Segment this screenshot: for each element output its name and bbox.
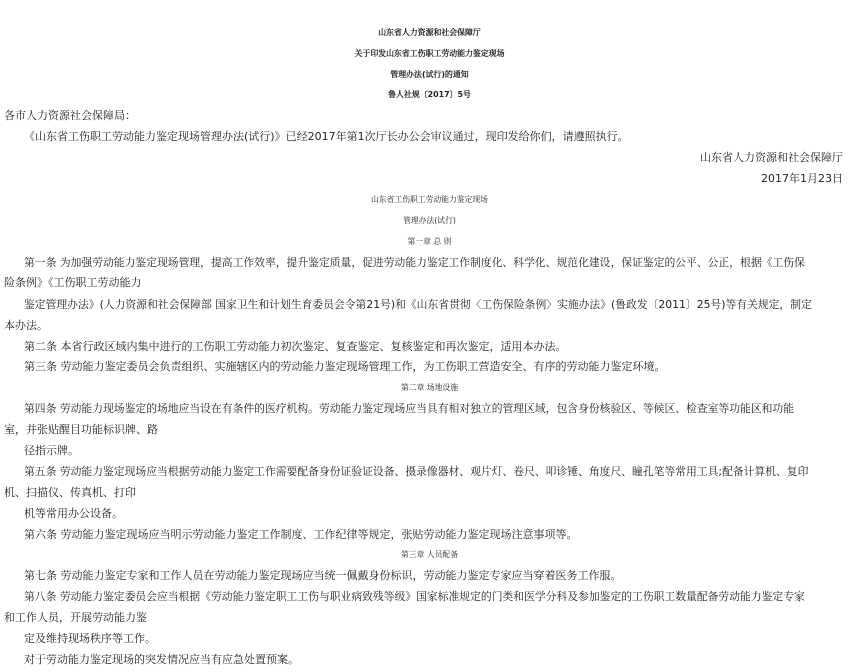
article-1-line-2: 险条例》《工伤职工劳动能力 xyxy=(4,276,142,289)
article-1-line-4: 本办法。 xyxy=(4,319,48,332)
article-4-line-1: 第四条 劳动能力现场鉴定的场地应当设在有条件的医疗机构。劳动能力鉴定现场应当具有相对独立的管理区域，包含身份核验区、等候区、检查室等功能区和功能 xyxy=(24,402,795,415)
article-4-line-2: 室，并张贴醒目功能标识牌、路 xyxy=(4,423,158,436)
header-doc-number: 鲁人社规〔2017〕5号 xyxy=(388,90,471,99)
article-5-line-3: 机等常用办公设备。 xyxy=(24,507,123,520)
article-3: 第三条 劳动能力鉴定委员会负责组织、实施辖区内的劳动能力鉴定现场管理工作，为工伤职工营造安全、有序的劳动能力鉴定环境。 xyxy=(24,360,666,373)
intro-paragraph: 《山东省工伤职工劳动能力鉴定现场管理办法(试行)》已经2017年第1次厅长办公会审议通过，现印发给你们，请遵照执行。 xyxy=(24,130,629,143)
article-4-line-3: 径指示牌。 xyxy=(24,444,79,457)
doc-title-line-1: 山东省工伤职工劳动能力鉴定现场 xyxy=(371,195,488,204)
chapter-2-heading: 第二章 场地设施 xyxy=(400,383,459,392)
article-5-line-1: 第五条 劳动能力鉴定现场应当根据劳动能力鉴定工作需要配备身份证验证设备、摄录像器材、观片灯、卷尺、叩诊锤、角度尺、瞳孔笔等常用工具;配备计算机、复印 xyxy=(24,465,809,478)
article-8-line-4: 对于劳动能力鉴定现场的突发情况应当有应急处置预案。 xyxy=(24,653,299,666)
chapter-3-heading: 第三章 人员配备 xyxy=(400,550,459,559)
article-1-line-1: 第一条 为加强劳动能力鉴定现场管理，提高工作效率，提升鉴定质量，促进劳动能力鉴定工作制度化、科学化、规范化建设，保证鉴定的公平、公正，根据《工伤保 xyxy=(24,256,805,269)
salutation: 各市人力资源社会保障局： xyxy=(4,109,136,122)
header-title-line-1: 关于印发山东省工伤职工劳动能力鉴定现场 xyxy=(354,49,505,58)
header-issuer: 山东省人力资源和社会保障厅 xyxy=(378,28,481,37)
article-2: 第二条 本省行政区域内集中进行的工伤职工劳动能力初次鉴定、复查鉴定、复核鉴定和再次鉴定，适用本办法。 xyxy=(24,340,567,353)
article-6: 第六条 劳动能力鉴定现场应当明示劳动能力鉴定工作制度、工作纪律等规定，张贴劳动能力鉴定现场注意事项等。 xyxy=(24,528,578,541)
header-title-line-2: 管理办法(试行)的通知 xyxy=(390,70,469,79)
article-8-line-2: 和工作人员，开展劳动能力鉴 xyxy=(4,611,147,624)
doc-title-line-2: 管理办法(试行) xyxy=(403,216,456,225)
article-8-line-3: 定及维持现场秩序等工作。 xyxy=(24,632,156,645)
signature-org: 山东省人力资源和社会保障厅 xyxy=(700,151,843,164)
article-5-line-2: 机、扫描仪、传真机、打印 xyxy=(4,486,136,499)
article-1-line-3: 鉴定管理办法》(人力资源和社会保障部 国家卫生和计划生育委员会令第21号)和《山东省贯彻〈工伤保险条例〉实施办法》(鲁政发〔2011〕25号)等有关规定，制定 xyxy=(24,298,812,311)
chapter-1-heading: 第一章 总 则 xyxy=(407,237,452,246)
signature-date: 2017年1月23日 xyxy=(761,172,843,185)
article-7: 第七条 劳动能力鉴定专家和工作人员在劳动能力鉴定现场应当统一佩戴身份标识，劳动能力鉴定专家应当穿着医务工作服。 xyxy=(24,569,622,582)
article-8-line-1: 第八条 劳动能力鉴定委员会应当根据《劳动能力鉴定职工工伤与职业病致残等级》国家标准规定的门类和医学分科及参加鉴定的工伤职工数量配备劳动能力鉴定专家 xyxy=(24,590,805,603)
